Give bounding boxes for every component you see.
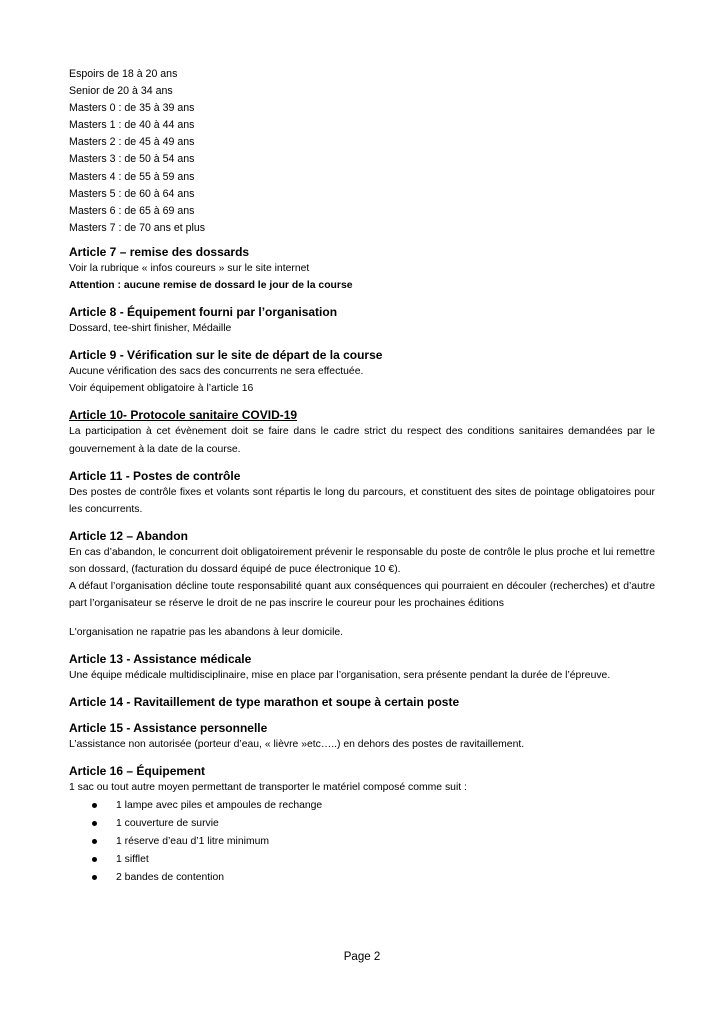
list-item: Espoirs de 18 à 20 ans xyxy=(69,68,178,80)
bullet-icon xyxy=(92,821,97,826)
list-item: Masters 4 : de 55 à 59 ans xyxy=(69,170,195,183)
article-11 xyxy=(69,468,655,518)
article-text: Une équipe médicale multidisciplinaire, mise en place par l’organisation, sera présente pendant la durée de l’épreuve. xyxy=(69,670,611,682)
article-heading: Article 11 - Postes de contrôle xyxy=(69,468,241,483)
list-item xyxy=(69,869,655,887)
equipment-list xyxy=(69,797,655,887)
list-item: Masters 5 : de 60 à 64 ans xyxy=(69,187,195,200)
article-9 xyxy=(69,347,655,397)
article-8 xyxy=(69,304,655,337)
article-text: La participation à cet évènement doit se faire dans le cadre strict du respect des conditions sanitaires demandées par le gouvernement à la date de la course. xyxy=(69,426,655,455)
article-heading: Article 8 - Équipement fourni par l’organisation xyxy=(69,305,338,320)
article-text: Voir équipement obligatoire à l’article 16 xyxy=(69,383,254,395)
article-text: 1 sac ou tout autre moyen permettant de transporter le matériel composé comme suit : xyxy=(69,782,467,794)
page-number: Page 2 xyxy=(343,951,381,963)
list-item-text: 1 couverture de survie xyxy=(116,817,219,829)
list-item xyxy=(69,851,655,869)
list-item xyxy=(69,797,655,815)
article-heading: Article 10- Protocole sanitaire COVID-19 xyxy=(69,408,298,423)
list-item-text: 1 réserve d’eau d’1 litre minimum xyxy=(116,835,270,847)
age-category-list xyxy=(69,66,655,237)
article-12 xyxy=(69,528,655,641)
article-14 xyxy=(69,694,655,710)
article-15 xyxy=(69,720,655,753)
article-heading: Article 7 – remise des dossards xyxy=(69,244,250,259)
bullet-icon xyxy=(92,803,97,808)
article-7 xyxy=(69,244,655,294)
list-item: Masters 2 : de 45 à 49 ans xyxy=(69,136,195,149)
article-heading: Article 16 – Équipement xyxy=(69,764,206,779)
article-10 xyxy=(69,407,655,457)
article-text: A défaut l’organisation décline toute responsabilité quant aux conséquences qui pourraient en découler (recherches) et d’autre part l’organisateur se réserve le droit de ne pas inscrire le coureur pour les prochaines éditions xyxy=(69,580,655,610)
list-item-text: 1 lampe avec piles et ampoules de rechange xyxy=(116,799,323,811)
bullet-icon xyxy=(92,857,97,862)
article-text: Aucune vérification des sacs des concurrents ne sera effectuée. xyxy=(69,366,364,378)
list-item: Masters 3 : de 50 à 54 ans xyxy=(69,153,195,166)
article-warning: Attention : aucune remise de dossard le jour de la course xyxy=(69,280,353,292)
list-item xyxy=(69,833,655,851)
list-item: Masters 7 : de 70 ans et plus xyxy=(69,221,206,234)
article-heading: Article 12 – Abandon xyxy=(69,528,188,543)
article-text: Dossard, tee-shirt finisher, Médaille xyxy=(69,323,232,335)
article-text: L'organisation ne rapatrie pas les abandons à leur domicile. xyxy=(69,627,344,639)
article-heading: Article 13 - Assistance médicale xyxy=(69,652,252,667)
article-text: En cas d’abandon, le concurrent doit obligatoirement prévenir le responsable du poste de contrôle le plus proche et lui remettre son dossard, (facturation du dossard équipé de puce électronique 10 €). xyxy=(69,546,655,575)
list-item: Masters 1 : de 40 à 44 ans xyxy=(69,119,195,132)
page-content xyxy=(69,66,655,887)
list-item-text: 2 bandes de contention xyxy=(116,871,225,883)
list-item: Senior de 20 à 34 ans xyxy=(69,85,173,98)
bullet-icon xyxy=(92,839,97,844)
article-heading: Article 15 - Assistance personnelle xyxy=(69,721,268,736)
bullet-icon xyxy=(92,875,97,880)
list-item: Masters 0 : de 35 à 39 ans xyxy=(69,102,195,115)
article-heading: Article 9 - Vérification sur le site de départ de la course xyxy=(69,348,383,363)
article-16 xyxy=(69,763,655,886)
list-item xyxy=(69,815,655,833)
article-text: Des postes de contrôle fixes et volants sont répartis le long du parcours, et constituent des sites de pointage obligatoires pour les concurrents. xyxy=(69,486,655,515)
article-text: L’assistance non autorisée (porteur d’eau, « lièvre »etc…..) en dehors des postes de ravitaillement. xyxy=(69,739,525,751)
article-13 xyxy=(69,651,655,684)
article-text: Voir la rubrique « infos coureurs » sur le site internet xyxy=(69,262,310,274)
list-item-text: 1 sifflet xyxy=(116,853,149,865)
list-item: Masters 6 : de 65 à 69 ans xyxy=(69,204,195,217)
article-heading: Article 14 - Ravitaillement de type marathon et soupe à certain poste xyxy=(69,695,460,710)
